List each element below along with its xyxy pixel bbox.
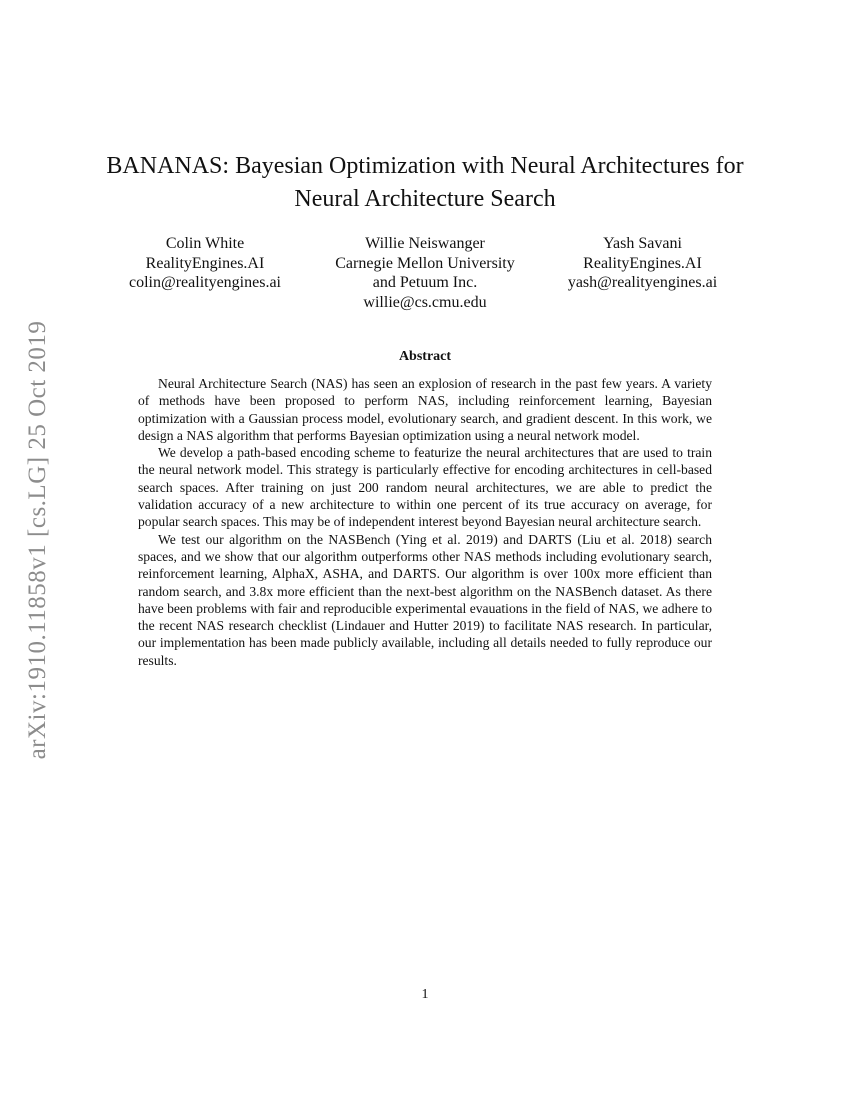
paper-title-line-1: BANANAS: Bayesian Optimization with Neural Architectures for	[106, 153, 744, 179]
paper-title-line-2: Neural Architecture Search	[294, 186, 556, 212]
abstract-paragraph: Neural Architecture Search (NAS) has seen an explosion of research in the past few years. A variety of methods have been proposed to perform NAS, including reinforcement learning, Bayesian optimization with a Gaussian process model, evolutionary search, and gradient descent. In this work, we design a NAS algorithm that performs Bayesian optimization using a neural network model.	[138, 376, 712, 443]
author-email: willie@cs.cmu.edu	[363, 293, 487, 311]
abstract-paragraph: We develop a path-based encoding scheme to featurize the neural architectures that are used to train the neural network model. This strategy is particularly effective for encoding architectures in cell-based search spaces. After training on just 200 random neural architectures, we are able to predict the validation accuracy of a new architecture to within one percent of its true accuracy on average, for popular search spaces. This may be of independent interest beyond Bayesian neural architecture search.	[138, 445, 712, 530]
author-affiliation: Carnegie Mellon University	[335, 254, 515, 272]
author-name: Colin White	[165, 235, 245, 252]
author-affiliation: RealityEngines.AI	[583, 254, 702, 272]
author-colin-white	[120, 234, 290, 293]
paper-title	[100, 150, 750, 216]
author-yash-savani	[555, 234, 730, 293]
arxiv-identifier-stamp: arXiv:1910.11858v1 [cs.LG] 25 Oct 2019	[24, 320, 51, 760]
author-name: Willie Neiswanger	[365, 235, 485, 252]
author-willie-neiswanger	[325, 234, 525, 312]
author-name: Yash Savani	[603, 235, 682, 252]
author-affiliation-2: and Petuum Inc.	[372, 274, 478, 291]
author-email: colin@realityengines.ai	[128, 274, 281, 291]
abstract-heading: Abstract	[398, 349, 452, 364]
author-affiliation: RealityEngines.AI	[145, 254, 265, 272]
page-number: 1	[421, 987, 429, 1002]
author-email: yash@realityengines.ai	[567, 274, 718, 291]
abstract-paragraph: We test our algorithm on the NASBench (Ying et al. 2019) and DARTS (Liu et al. 2018) search spaces, and we show that our algorithm outperforms other NAS methods including evolutionary search, reinforcement learning, AlphaX, ASHA, and DARTS. Our algorithm is over 100x more efficient than random search, and 3.8x more efficient than the next-best algorithm on the NASBench dataset. As there have been problems with fair and reproducible experimental evauations in the field of NAS, we adhere to the recent NAS research checklist (Lindauer and Hutter 2019) to facilitate NAS research. In particular, our implementation has been made publicly available, including all details needed to fully reproduce our results.	[138, 531, 712, 668]
abstract-body	[138, 375, 712, 669]
